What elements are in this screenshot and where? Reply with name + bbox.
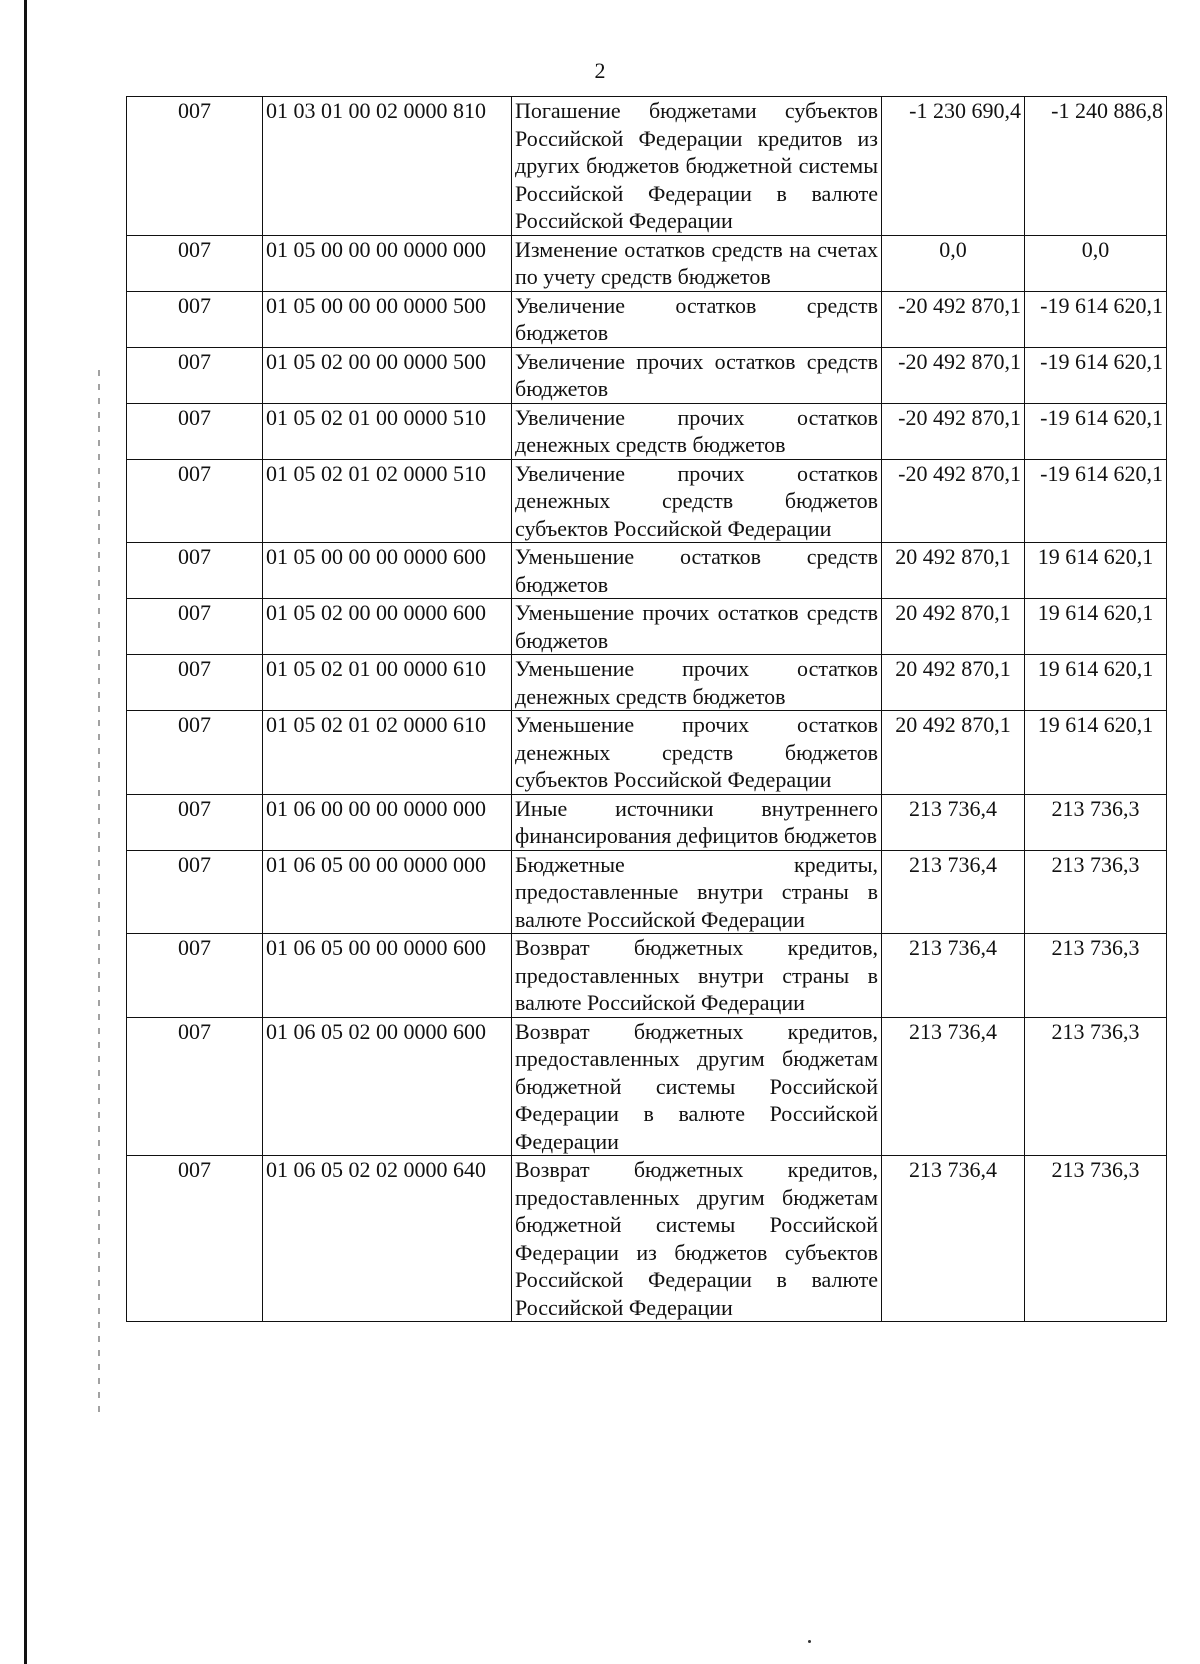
amount-1-cell: 213 736,4 <box>882 794 1025 850</box>
amount-2-cell: 19 614 620,1 <box>1025 599 1167 655</box>
admin-code-cell: 007 <box>127 347 263 403</box>
classification-code-cell: 01 06 05 02 00 0000 600 <box>263 1017 512 1156</box>
amount-1-cell: 20 492 870,1 <box>882 543 1025 599</box>
table-row <box>127 291 1167 347</box>
amount-2-cell: 213 736,3 <box>1025 794 1167 850</box>
amount-2-cell: 19 614 620,1 <box>1025 711 1167 795</box>
amount-2-cell: 19 614 620,1 <box>1025 655 1167 711</box>
amount-2-cell: 19 614 620,1 <box>1025 543 1167 599</box>
source-name-cell: Уменьшение прочих остатков денежных средств бюджетов <box>512 655 882 711</box>
source-name-cell: Уменьшение прочих остатков денежных средств бюджетов субъектов Российской Федерации <box>512 711 882 795</box>
classification-code-cell: 01 03 01 00 02 0000 810 <box>263 97 512 236</box>
classification-code-cell: 01 06 00 00 00 0000 000 <box>263 794 512 850</box>
scan-artifact-marks <box>98 370 100 1420</box>
admin-code-cell: 007 <box>127 97 263 236</box>
amount-1-cell: 0,0 <box>882 235 1025 291</box>
amount-1-cell: -20 492 870,1 <box>882 403 1025 459</box>
amount-2-cell: 213 736,3 <box>1025 1017 1167 1156</box>
classification-code-cell: 01 05 00 00 00 0000 000 <box>263 235 512 291</box>
source-name-cell: Иные источники внутреннего финансирования дефицитов бюджетов <box>512 794 882 850</box>
admin-code-cell: 007 <box>127 655 263 711</box>
table-row <box>127 1156 1167 1322</box>
admin-code-cell: 007 <box>127 599 263 655</box>
classification-code-cell: 01 05 00 00 00 0000 500 <box>263 291 512 347</box>
admin-code-cell: 007 <box>127 711 263 795</box>
classification-code-cell: 01 05 02 00 00 0000 500 <box>263 347 512 403</box>
classification-code-cell: 01 05 02 00 00 0000 600 <box>263 599 512 655</box>
source-name-cell: Возврат бюджетных кредитов, предоставленных внутри страны в валюте Российской Федерации <box>512 934 882 1018</box>
admin-code-cell: 007 <box>127 543 263 599</box>
table-row <box>127 711 1167 795</box>
classification-code-cell: 01 05 00 00 00 0000 600 <box>263 543 512 599</box>
amount-1-cell: 20 492 870,1 <box>882 711 1025 795</box>
amount-2-cell: 213 736,3 <box>1025 1156 1167 1322</box>
amount-1-cell: -1 230 690,4 <box>882 97 1025 236</box>
admin-code-cell: 007 <box>127 1017 263 1156</box>
amount-2-cell: 213 736,3 <box>1025 850 1167 934</box>
classification-code-cell: 01 06 05 02 02 0000 640 <box>263 1156 512 1322</box>
amount-2-cell: 213 736,3 <box>1025 934 1167 1018</box>
source-name-cell: Увеличение прочих остатков средств бюджетов <box>512 347 882 403</box>
admin-code-cell: 007 <box>127 403 263 459</box>
amount-1-cell: 20 492 870,1 <box>882 599 1025 655</box>
source-name-cell: Изменение остатков средств на счетах по учету средств бюджетов <box>512 235 882 291</box>
source-name-cell: Увеличение прочих остатков денежных средств бюджетов субъектов Российской Федерации <box>512 459 882 543</box>
admin-code-cell: 007 <box>127 459 263 543</box>
amount-1-cell: -20 492 870,1 <box>882 459 1025 543</box>
source-name-cell: Погашение бюджетами субъектов Российской Федерации кредитов из других бюджетов бюджетной системы Российской Федерации в валюте Российской Федерации <box>512 97 882 236</box>
table-row <box>127 934 1167 1018</box>
classification-code-cell: 01 05 02 01 02 0000 510 <box>263 459 512 543</box>
budget-sources-table <box>126 96 1167 1322</box>
table-row <box>127 543 1167 599</box>
table-row <box>127 850 1167 934</box>
source-name-cell: Бюджетные кредиты, предоставленные внутри страны в валюте Российской Федерации <box>512 850 882 934</box>
page-number: 2 <box>594 58 606 83</box>
amount-2-cell: -19 614 620,1 <box>1025 291 1167 347</box>
table-row <box>127 599 1167 655</box>
admin-code-cell: 007 <box>127 1156 263 1322</box>
table-row <box>127 97 1167 236</box>
source-name-cell: Увеличение прочих остатков денежных средств бюджетов <box>512 403 882 459</box>
amount-2-cell: -1 240 886,8 <box>1025 97 1167 236</box>
classification-code-cell: 01 05 02 01 02 0000 610 <box>263 711 512 795</box>
admin-code-cell: 007 <box>127 794 263 850</box>
scan-artifact-dot <box>808 1640 811 1643</box>
amount-1-cell: 213 736,4 <box>882 934 1025 1018</box>
source-name-cell: Уменьшение остатков средств бюджетов <box>512 543 882 599</box>
classification-code-cell: 01 05 02 01 00 0000 510 <box>263 403 512 459</box>
table-row <box>127 794 1167 850</box>
classification-code-cell: 01 05 02 01 00 0000 610 <box>263 655 512 711</box>
binding-edge-line <box>24 0 27 1664</box>
admin-code-cell: 007 <box>127 291 263 347</box>
amount-2-cell: 0,0 <box>1025 235 1167 291</box>
amount-1-cell: 213 736,4 <box>882 850 1025 934</box>
admin-code-cell: 007 <box>127 850 263 934</box>
source-name-cell: Увеличение остатков средств бюджетов <box>512 291 882 347</box>
table-row <box>127 459 1167 543</box>
table-row <box>127 235 1167 291</box>
classification-code-cell: 01 06 05 00 00 0000 000 <box>263 850 512 934</box>
table-row <box>127 403 1167 459</box>
classification-code-cell: 01 06 05 00 00 0000 600 <box>263 934 512 1018</box>
amount-2-cell: -19 614 620,1 <box>1025 459 1167 543</box>
amount-2-cell: -19 614 620,1 <box>1025 403 1167 459</box>
source-name-cell: Уменьшение прочих остатков средств бюджетов <box>512 599 882 655</box>
amount-1-cell: 213 736,4 <box>882 1156 1025 1322</box>
source-name-cell: Возврат бюджетных кредитов, предоставленных другим бюджетам бюджетной системы Российской Федерации в валюте Российской Федерации <box>512 1017 882 1156</box>
table-row <box>127 1017 1167 1156</box>
amount-1-cell: -20 492 870,1 <box>882 347 1025 403</box>
amount-2-cell: -19 614 620,1 <box>1025 347 1167 403</box>
table-row <box>127 347 1167 403</box>
table-row <box>127 655 1167 711</box>
source-name-cell: Возврат бюджетных кредитов, предоставленных другим бюджетам бюджетной системы Российской Федерации из бюджетов субъектов Российской Федерации в валюте Российской Федерации <box>512 1156 882 1322</box>
admin-code-cell: 007 <box>127 235 263 291</box>
admin-code-cell: 007 <box>127 934 263 1018</box>
amount-1-cell: 20 492 870,1 <box>882 655 1025 711</box>
amount-1-cell: 213 736,4 <box>882 1017 1025 1156</box>
amount-1-cell: -20 492 870,1 <box>882 291 1025 347</box>
